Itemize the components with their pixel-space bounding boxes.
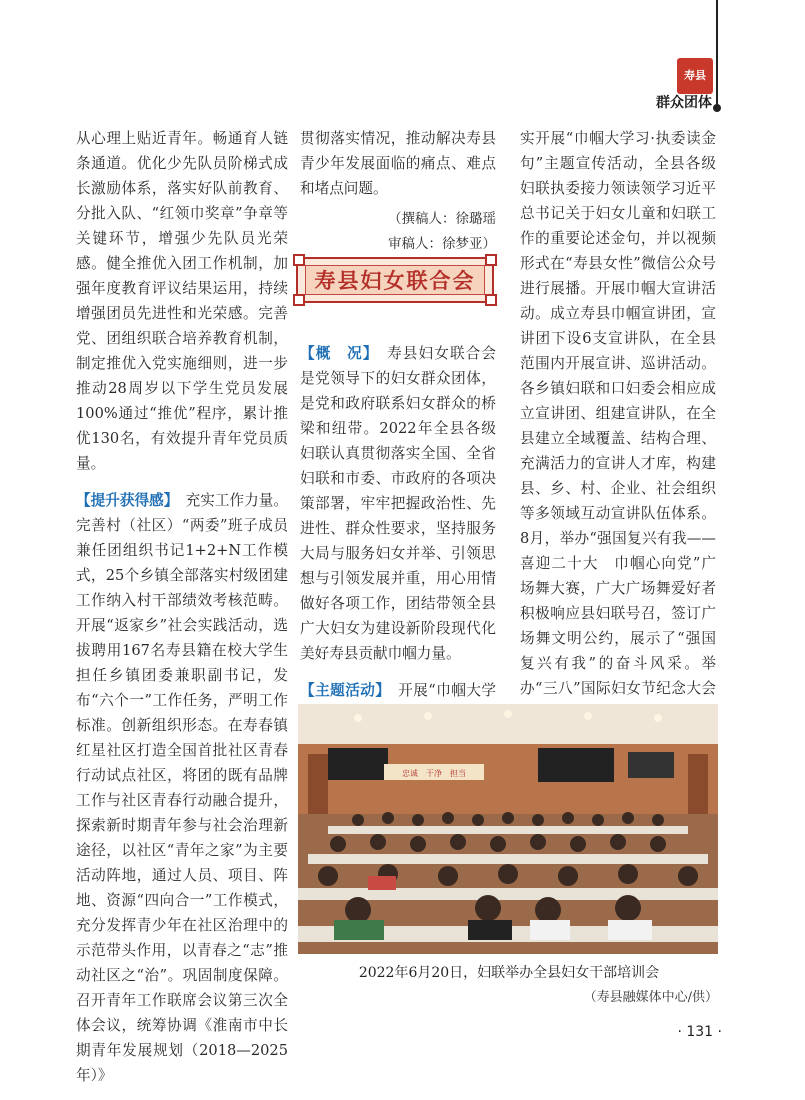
col1-paragraph-1: 从心理上贴近青年。畅通育人链条通道。优化少先队员阶梯式成长激励体系，落实好队前教育、分批入队、“红领巾奖章”争章等关键环节，增强少先队员光荣感。健全推优入团工作机制，加强年度教育评议结果运用，持续增强团员先进性和光荣感。完善党、团组织联合培养教育机制，制定推优入党实施细则，进一步推动28周岁以下学生党员发展100%通过“推优”程序，累计推优130名，有效提升青年党员质量。	[76, 130, 288, 472]
author-line: （撰稿人：徐璐瑶	[388, 211, 496, 227]
hall-banner-text: 忠诚 干净 担当	[402, 769, 466, 778]
col2-paragraph-3-text: 开展“巾帼大学	[398, 682, 496, 699]
title-corner-bl	[293, 294, 305, 306]
title-corner-br	[485, 294, 497, 306]
training-photo	[298, 704, 718, 954]
tag-overview: 【概 况】	[300, 345, 372, 362]
title-corner-tl	[293, 254, 305, 266]
column-2	[300, 126, 496, 753]
county-seal-logo	[677, 58, 713, 94]
col2-paragraph-2-text: 寿县妇女联合会是党领导下的妇女群众团体，是党和政府联系妇女群众的桥梁和纽带。2022年全县各级妇联认真贯彻落实全国、全省妇联和市委、市政府的各项决策部署，牢牢把握政治性、先进性、群众性要求，坚持服务大局与服务妇女并举、引领思想与引领发展并重，用心用情做好各项工作，团结带领全县广大妇女为建设新阶段现代化美好寿县贡献巾帼力量。	[300, 345, 496, 662]
title-corner-tr	[485, 254, 497, 266]
training-photo-illustration	[298, 704, 718, 954]
photo-credit: （寿县融媒体中心/供）	[583, 990, 718, 1005]
col2-paragraph-2	[300, 341, 496, 666]
header-rule	[716, 0, 718, 108]
tag-enhance-gain: 【提升获得感】	[76, 492, 172, 509]
column-1	[76, 126, 288, 1088]
col3-paragraph-1: 实开展“巾帼大学习·执委读金句”主题宣传活动，全县各级妇联执委接力领读领学习近平总书记关于妇女儿童和妇联工作的重要论述金句，并以视频形式在“寿县女性”微信公众号进行展播。开展巾帼大宣讲活动。成立寿县巾帼宣讲团，宣讲团下设6支宣讲队，在全县范围内开展宣讲、巡讲活动。各乡镇妇联和口妇委会相应成立宣讲团、组建宣讲队，在全县建立全域覆盖、结构合理、充满活力的宣讲人才库，构建县、乡、村、企业、社会组织等多领域互动宣讲队伍体系。8月，举办“强国复兴有我——喜迎二十大 巾帼心向党”广场舞大赛，广大广场舞爱好者积极响应县妇联号召，签订广场舞文明公约，展示了“强国复兴有我”的奋斗风采。举办“三八”国际妇女节纪念大会	[520, 130, 716, 697]
col1-paragraph-2	[76, 488, 288, 1088]
col2-paragraph-1: 贯彻落实情况，推动解决寿县青少年发展面临的痛点、难点和堵点问题。	[300, 130, 496, 197]
reviewer-line: 审稿人：徐梦亚）	[388, 236, 496, 252]
section-title: 群众团体	[656, 95, 712, 111]
page-number: · 131 ·	[677, 1024, 722, 1040]
author-credit	[300, 207, 496, 257]
header-rule-dot	[713, 104, 721, 112]
org-title-box	[296, 257, 494, 303]
column-3	[520, 126, 716, 801]
org-title: 寿县妇女联合会	[305, 265, 485, 295]
col1-paragraph-2-text: 充实工作力量。完善村（社区）“两委”班子成员兼任团组织书记1+2+N工作模式，25个乡镇全部落实村级团建工作纳入村干部绩效考核范畴。开展“返家乡”社会实践活动，选拔聘用167名寿县籍在校大学生担任乡镇团委兼职副书记，发布“六个一”工作任务，严明工作标准。创新组织形态。在寿春镇红星社区打造全国首批社区青春行动试点社区，将团的既有品牌工作与社区青春行动融合提升，探索新时期青年参与社会治理新途径，以社区“青年之家”为主要活动阵地，通过人员、项目、阵地、资源“四向合一”工作模式，充分发挥青少年在社区治理中的示范带头作用，以青春之“志”推动社区之“治”。巩固制度保障。召开青年工作联席会议第三次全体会议，统筹协调《淮南市中长期青年发展规划（2018—2025年）》	[76, 492, 288, 1084]
photo-caption: 2022年6月20日，妇联举办全县妇女干部培训会	[358, 965, 660, 981]
tag-theme-activity: 【主题活动】	[300, 682, 384, 699]
seal-text: 寿县	[684, 69, 706, 82]
